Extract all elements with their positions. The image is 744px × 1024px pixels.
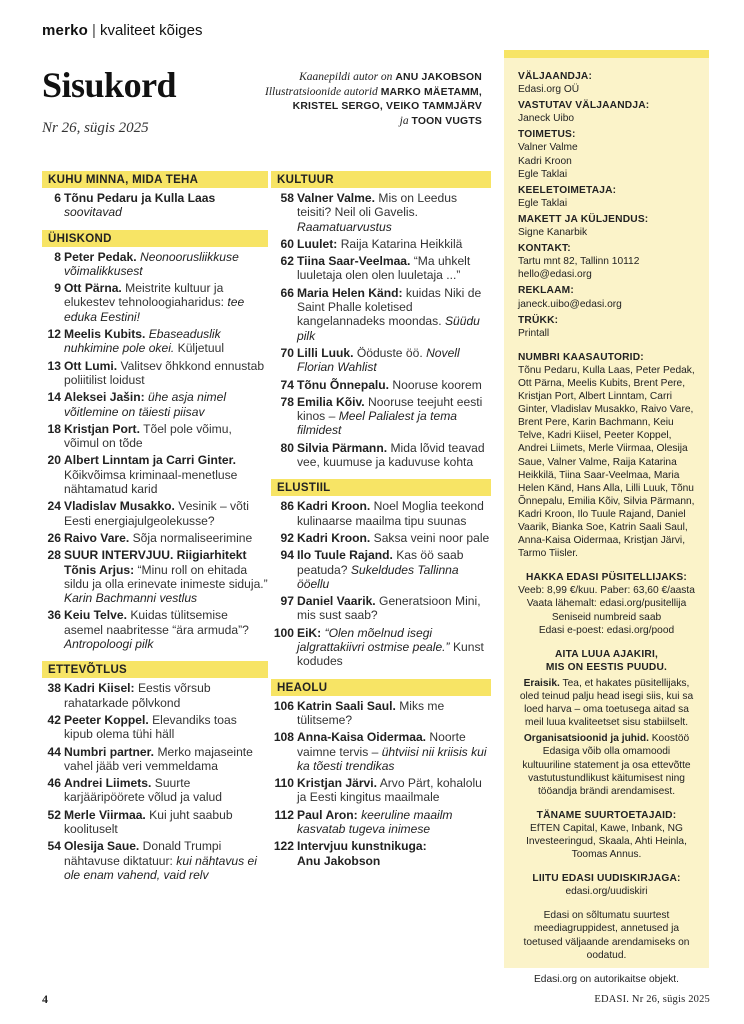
toc-entry-body bbox=[64, 776, 268, 805]
toc-title: Noorte vaimne tervis – bbox=[297, 730, 466, 759]
toc-entry-body bbox=[64, 499, 268, 528]
toc-entry bbox=[271, 699, 491, 728]
editorial-heading: TOIMETUS: bbox=[518, 129, 576, 141]
toc-entry bbox=[42, 499, 268, 528]
toc-entry bbox=[42, 745, 268, 774]
individual-label: Eraisik. bbox=[523, 677, 560, 689]
toc-page-number: 74 bbox=[280, 377, 294, 392]
toc-entry bbox=[42, 713, 268, 742]
contact-heading: KONTAKT: bbox=[518, 243, 571, 255]
toc-title: Meistrite kultuur ja elukestev tehnoloogiaharidus: bbox=[64, 281, 225, 310]
toc-author: Albert Linntam ja Carri Ginter. bbox=[64, 453, 237, 468]
toc-page-number: 38 bbox=[47, 681, 61, 696]
toc-page-number: 52 bbox=[47, 807, 61, 822]
toc-entry-body bbox=[297, 286, 491, 343]
toc-title: Saksa veini noor pale bbox=[373, 530, 490, 545]
toc-entry bbox=[42, 681, 268, 710]
toc-page-number: 8 bbox=[54, 249, 61, 264]
organisation-text: Koostöö Edasiga võib olla omamoodi kultuuriline statement ja osa ettevõtte vastutustundlikust käitumisest ning tööandja brändi arendamisest. bbox=[522, 733, 691, 797]
print-value: Printall bbox=[518, 327, 550, 339]
toc-entry bbox=[271, 839, 491, 868]
ads-heading: REKLAAM: bbox=[518, 285, 574, 297]
publisher-value: Edasi.org OÜ bbox=[518, 84, 580, 96]
toc-author: Kadri Kroon. bbox=[297, 499, 371, 514]
toc-subtitle: Neonoorusliikkuse võimalikkusest bbox=[64, 249, 239, 278]
organisation-label: Organisatsioonid ja juhid. bbox=[523, 733, 649, 745]
toc-entry bbox=[271, 286, 491, 343]
toc-entry-body bbox=[64, 808, 268, 837]
toc-title: Kõikvõimsa kriminaal-menetluse nähtamatud karid bbox=[64, 467, 238, 497]
toc-title: Kui juht saabub koolituselt bbox=[64, 807, 233, 836]
section-header: ETTEVÕTLUS bbox=[42, 661, 268, 678]
credit-name: MARKO MÄETAMM, bbox=[380, 87, 482, 98]
toc-entry bbox=[271, 254, 491, 283]
toc-title: Elevandiks toas kipub olema tühi häll bbox=[64, 712, 237, 742]
toc-author: Luulet: bbox=[297, 236, 338, 251]
toc-author: Paul Aron: bbox=[297, 807, 358, 822]
language-editor-heading: KEELETOIMETAJA: bbox=[518, 184, 617, 196]
toc-title: “Minu roll on ehitada sildu ja olla erinevate inimeste siduja.” bbox=[64, 562, 268, 591]
toc-subtitle: kui nähtavus ei ole enam vahend, vaid relv bbox=[64, 853, 257, 882]
toc-entry-body bbox=[297, 808, 491, 837]
toc-author: EiK: bbox=[297, 625, 322, 640]
toc-title: Valitsev õhkkond ennustab poliitilist loidust bbox=[64, 358, 265, 387]
toc-page-number: 14 bbox=[47, 390, 61, 405]
toc-entry-body bbox=[64, 250, 268, 279]
toc-entry-body bbox=[297, 499, 491, 528]
toc-page-number: 6 bbox=[54, 191, 61, 205]
toc-author: Tõnu Õnnepalu. bbox=[297, 377, 390, 392]
toc-author: Numbri partner. bbox=[64, 744, 155, 759]
ads-email[interactable]: janeck.uibo@edasi.org bbox=[518, 298, 622, 310]
toc-page-number: 24 bbox=[47, 499, 61, 514]
toc-entry bbox=[271, 548, 491, 591]
subscribe-link[interactable]: Vaata lähemalt: edasi.org/pusitellija bbox=[526, 598, 687, 610]
credit-text: ja bbox=[399, 115, 409, 127]
toc-page-number: 18 bbox=[47, 421, 61, 436]
toc-entry-body bbox=[297, 776, 491, 805]
toc-entry-body bbox=[297, 548, 491, 591]
toc-title: Vesinik – võti Eesti energiajulgeolekusse? bbox=[64, 499, 249, 528]
toc-author: Anu Jakobson bbox=[297, 853, 381, 868]
toc-entry bbox=[42, 453, 268, 496]
publisher-heading: VÄLJAANDJA: bbox=[518, 71, 593, 82]
toc-entry-body bbox=[64, 359, 268, 388]
toc-entry-body bbox=[64, 327, 268, 356]
section-gap bbox=[271, 672, 491, 679]
toc-author: Anna-Kaisa Oidermaa. bbox=[297, 730, 427, 745]
toc-page-number: 92 bbox=[280, 530, 294, 545]
toc-title: Küljetuul bbox=[177, 341, 225, 356]
support-heading: AITA LUUA AJAKIRI, bbox=[554, 648, 658, 660]
toc-title: “Ma uhkelt luuletaja olen olen luuletaja ...” bbox=[297, 254, 471, 283]
layout-value: Signe Kanarbik bbox=[518, 227, 588, 239]
brand-slogan: kvaliteet kõiges bbox=[99, 22, 203, 39]
editor-name: Egle Taklai bbox=[518, 168, 568, 180]
page-number: 4 bbox=[42, 992, 48, 1006]
toc-author: Ott Lumi. bbox=[64, 358, 118, 373]
toc-author: Silvia Pärmann. bbox=[297, 440, 388, 455]
shop-link[interactable]: Edasi e-poest: edasi.org/pood bbox=[538, 624, 675, 636]
toc-entry bbox=[271, 191, 491, 234]
toc-entry-body bbox=[297, 191, 491, 234]
toc-page-number: 110 bbox=[274, 776, 294, 791]
toc-page-number: 20 bbox=[47, 453, 61, 468]
section-header: ELUSTIIL bbox=[271, 479, 491, 496]
print-heading: TRÜKK: bbox=[518, 314, 559, 326]
toc-author: Andrei Liimets. bbox=[64, 776, 152, 791]
newsletter-link[interactable]: edasi.org/uudiskiri bbox=[565, 886, 648, 898]
sponsors-list: EfTEN Capital, Kawe, Inbank, NG Investeeringud, Skaala, Ahti Heinla, Toomas Annus. bbox=[526, 822, 687, 861]
toc-author: Katrin Saali Saul. bbox=[297, 698, 396, 713]
toc-subtitle: Antropoloogi pilk bbox=[64, 637, 154, 652]
newsletter-heading: LIITU EDASI UUDISKIRJAGA: bbox=[532, 873, 681, 885]
toc-subtitle: Meel Paliale​st ja tema filmidest bbox=[297, 409, 458, 438]
toc-entry bbox=[271, 531, 491, 545]
toc-title: Mida lõvid teavad vee, kuumuse ja kaduvuse kohta bbox=[297, 440, 485, 470]
toc-entry-body bbox=[297, 346, 491, 375]
toc-subtitle: Sukeldudes Tallinna ööellu bbox=[297, 562, 459, 591]
issue-label: Nr 26, sügis 2025 bbox=[42, 120, 149, 136]
toc-entry-body bbox=[64, 608, 268, 651]
toc-entry-body bbox=[297, 378, 491, 392]
toc-page-number: 70 bbox=[280, 345, 294, 360]
brand-separator: | bbox=[92, 22, 96, 39]
toc-title: Tõel pole võimu, võimul on tõde bbox=[64, 421, 232, 451]
toc-page-number: 122 bbox=[273, 839, 294, 854]
toc-entry-body bbox=[64, 281, 268, 324]
toc-author: Peeter Koppel. bbox=[64, 712, 149, 727]
sponsors-heading: TÄNAME SUURTOETAJAID: bbox=[536, 809, 677, 821]
toc-entry bbox=[271, 808, 491, 837]
toc-page-number: 13 bbox=[47, 358, 61, 373]
toc-entry bbox=[271, 626, 491, 669]
toc-entry bbox=[42, 531, 268, 545]
toc-entry bbox=[42, 839, 268, 882]
toc-title: Noel Moglia teekond kulinaarse maailma tipu suunas bbox=[297, 499, 484, 528]
toc-author: Daniel Vaarik. bbox=[297, 594, 376, 609]
toc-entry-body bbox=[297, 626, 491, 669]
section-header: KULTUUR bbox=[271, 171, 491, 188]
toc-entry bbox=[271, 378, 491, 392]
toc-author: Kristjan Järvi. bbox=[297, 776, 377, 791]
toc-page-number: 112 bbox=[274, 807, 294, 822]
individual-text: Tea, et hakates püsitellijaks, oled teinud palju head isegi siis, kui sa loed harva – oma toetusega aitad sa meil luua kvaliteetset sisu stabiilselt. bbox=[519, 677, 694, 729]
toc-entry-body bbox=[64, 839, 268, 882]
independence-note: Edasi on sõltumatu suurtest meediagruppidest, annetused ja toetused väljaande arendamiseks on oodatud. bbox=[523, 910, 690, 961]
contact-address: Tartu mnt 82, Tallinn 10112 bbox=[518, 256, 640, 268]
section-header: KUHU MINNA, MIDA TEHA bbox=[42, 171, 268, 188]
toc-entry bbox=[271, 346, 491, 375]
toc-entry-body bbox=[297, 254, 491, 283]
toc-entry bbox=[271, 441, 491, 470]
toc-title: Kunst kodudes bbox=[297, 640, 484, 669]
toc-entry-body bbox=[297, 395, 491, 438]
toc-entry bbox=[42, 191, 268, 220]
toc-page-number: 28 bbox=[47, 548, 61, 563]
section-header: HEAOLU bbox=[271, 679, 491, 696]
toc-entry bbox=[271, 730, 491, 773]
toc-title: Generatsioon Mini, mis sust saab? bbox=[297, 594, 481, 623]
toc-entry-body bbox=[64, 745, 268, 774]
toc-page-number: 62 bbox=[280, 254, 294, 269]
footer-issue: EDASI. Nr 26, sügis 2025 bbox=[594, 994, 710, 1005]
toc-author: Intervjuu kunstnikuga: bbox=[297, 839, 427, 854]
credit-name: KRISTEL SERGO, VEIKO TAMMJÄRV bbox=[292, 101, 482, 112]
toc-entry bbox=[42, 776, 268, 805]
toc-subtitle: Novell Florian Wahlist bbox=[297, 345, 460, 375]
responsible-value: Janeck Uibo bbox=[518, 113, 575, 125]
contact-email[interactable]: hello@edasi.org bbox=[518, 269, 592, 281]
toc-subtitle: Ebaseaduslik nuhkimine pole okei. bbox=[64, 327, 221, 356]
credit-name: ANU JAKOBSON bbox=[395, 72, 482, 83]
toc-entry-body bbox=[64, 191, 268, 220]
illustration-credits bbox=[242, 70, 482, 129]
toc-author: Ott Pärna. bbox=[64, 281, 122, 296]
toc-entry-body bbox=[64, 681, 268, 710]
credit-text: Illustratsioonide autorid bbox=[265, 86, 378, 98]
toc-entry-body bbox=[297, 730, 491, 773]
subscribe-heading: HAKKA EDASI PÜSITELLIJAKS: bbox=[525, 572, 688, 584]
support-heading: MIS ON EESTIS PUUDU. bbox=[545, 661, 668, 673]
toc-entry-body bbox=[297, 237, 491, 251]
section-gap bbox=[42, 223, 268, 230]
page-title: Sisukord bbox=[42, 65, 177, 105]
toc-entry-body bbox=[297, 441, 491, 470]
toc-title: Sõja normaliseerimine bbox=[132, 530, 253, 545]
responsible-heading: VASTUTAV VÄLJAANDJA: bbox=[518, 100, 650, 112]
toc-column-right bbox=[271, 171, 491, 871]
toc-page-number: 9 bbox=[54, 281, 61, 296]
toc-author: Emilia Kõiv. bbox=[297, 394, 365, 409]
credit-name: TOON VUGTS bbox=[411, 116, 482, 127]
toc-page-number: 66 bbox=[280, 285, 294, 300]
toc-page-number: 42 bbox=[47, 712, 61, 727]
toc-page-number: 108 bbox=[273, 730, 294, 745]
toc-title: Mis on Leedus teisiti? Neil oli Gavelis. bbox=[297, 191, 458, 220]
contributors-heading: NUMBRI KAASAUTORID: bbox=[518, 351, 644, 363]
toc-page-number: 36 bbox=[47, 608, 61, 623]
toc-author: Olesija Saue. bbox=[64, 839, 140, 854]
credit-text: Kaanepildi autor on bbox=[299, 71, 393, 83]
toc-entry bbox=[271, 499, 491, 528]
brand-logo: merko bbox=[42, 22, 89, 39]
toc-title: Eestis võrsub rahatarkade põlvkond bbox=[64, 681, 211, 710]
toc-entry-body bbox=[64, 390, 268, 419]
individual-support bbox=[518, 677, 695, 729]
toc-subtitle: Karin Bachmanni vestlus bbox=[64, 591, 198, 606]
toc-title: kuidas Niki de Saint Phalle koletised kangelannadeks moondas. bbox=[297, 285, 482, 329]
toc-title: Donald Trumpi nähtavuse diktatuur: bbox=[64, 839, 222, 868]
toc-author: Kadri Kroon. bbox=[297, 530, 371, 545]
toc-author: Vladislav Musakko. bbox=[64, 499, 175, 514]
toc-entry-body bbox=[297, 699, 491, 728]
toc-entry bbox=[42, 359, 268, 388]
section-gap bbox=[42, 654, 268, 661]
section-gap bbox=[271, 472, 491, 479]
toc-title: Suurte karjääripöörete võlud ja valud bbox=[64, 776, 222, 805]
toc-title: Nooruse koorem bbox=[392, 377, 482, 392]
toc-page-number: 46 bbox=[47, 776, 61, 791]
toc-entry bbox=[42, 422, 268, 451]
toc-author: Maria Helen Känd: bbox=[297, 285, 403, 300]
toc-subtitle: tee eduka Eestini! bbox=[64, 295, 245, 324]
toc-entry bbox=[42, 250, 268, 279]
toc-entry-body bbox=[297, 839, 491, 868]
toc-author: SUUR INTERVJUU. Riigiarhitekt Tõnis Arjus: bbox=[64, 548, 247, 577]
toc-subtitle: “Olen mõelnud isegi jalgrattakiivri ostmise peale.” bbox=[297, 625, 450, 655]
toc-title: Raija Katarina Heikkilä bbox=[340, 236, 463, 251]
sidebar-accent-band bbox=[504, 50, 709, 58]
toc-subtitle: ühe asja nimel võitlemine on täiesti piisav bbox=[64, 390, 227, 419]
subscribe-price: Veeb: 8,99 €/kuu. Paber: 63,60 €/aasta bbox=[518, 585, 695, 597]
toc-entry bbox=[42, 808, 268, 837]
toc-author: Valner Valme. bbox=[297, 191, 375, 205]
section-header: ÜHISKOND bbox=[42, 230, 268, 247]
toc-entry bbox=[42, 281, 268, 324]
toc-subtitle: soovitavad bbox=[64, 205, 122, 220]
toc-page-number: 106 bbox=[273, 698, 294, 713]
toc-subtitle: keeruline maailm kasvatab tugeva inimese bbox=[297, 807, 453, 836]
toc-author: Tiina Saar-Veelmaa. bbox=[297, 254, 411, 269]
toc-author: Peter Pedak. bbox=[64, 249, 137, 264]
toc-page-number: 58 bbox=[280, 191, 294, 205]
masthead-sidebar bbox=[504, 50, 709, 985]
toc-page-number: 54 bbox=[47, 839, 61, 854]
toc-entry-body bbox=[297, 531, 491, 545]
toc-entry bbox=[271, 237, 491, 251]
brand-bar bbox=[42, 22, 203, 39]
toc-title: Kuidas tülitsemise asemel naabritesse “ära armuda”? bbox=[64, 608, 249, 637]
toc-author: Tõnu Pedaru ja Kulla Laas bbox=[64, 191, 216, 205]
toc-entry bbox=[271, 594, 491, 623]
toc-author: Merle Viirmaa. bbox=[64, 807, 146, 822]
toc-author: Aleksei Jašin: bbox=[64, 390, 145, 405]
copyright-note: Edasi.org on autorikaitse objekt. bbox=[534, 973, 679, 985]
toc-author: Raivo Vare. bbox=[64, 530, 130, 545]
toc-page-number: 100 bbox=[273, 625, 294, 640]
toc-subtitle: Raamatuarvustus bbox=[297, 219, 392, 234]
editor-name: Valner Valme bbox=[518, 142, 578, 154]
toc-title: Miks me tülitseme? bbox=[297, 698, 445, 727]
toc-entry-body bbox=[297, 594, 491, 623]
toc-title: Arvo Pärt, kohalolu ja Eesti kingitus maailmale bbox=[297, 776, 482, 805]
toc-entry bbox=[271, 395, 491, 438]
toc-page-number: 94 bbox=[280, 548, 294, 563]
toc-entry-body bbox=[64, 422, 268, 451]
toc-entry-body bbox=[64, 453, 268, 496]
toc-page-number: 78 bbox=[280, 394, 294, 409]
toc-title: Kas öö saab peatuda? bbox=[297, 548, 464, 577]
contributors-list: Tõnu Pedaru, Kulla Laas, Peter Pedak, Ott Pärna, Meelis Kubits, Brent Pere, Kristjan Port, Albert Linntam, Carri Ginter, Vladislav Musakko, Raivo Vare, Brent Pere, Karin Bachmann, Keiu Telve, Kadri Kiisel, Peeter Koppel, Andrei Liimets, Merle Viirmaa, Olesija Saue, Valner Valme, Raija Katarina Heikkilä, Tiina Saar-Veelmaa, Maria Helen Känd, Hans Alla, Lilli Luuk, Tõnu Õnnepalu, Emilia Kõiv, Silvia Pärmann, Kadri Kroon, Ilo Tuule Rajand, Daniel Vaarik, Bianka Soe, Katrin Saali Saul, Anna-Kaisa Oidermaa, Kristjan Järvi, Tarmo Tiisler. bbox=[518, 364, 695, 560]
toc-subtitle: ühtviisi nii kriisis kui ka tõesti trendikas bbox=[297, 744, 487, 773]
toc-column-left bbox=[42, 171, 268, 885]
toc-entry-body bbox=[64, 531, 268, 545]
toc-entry bbox=[271, 776, 491, 805]
toc-author: Keiu Telve. bbox=[64, 608, 127, 623]
toc-page-number: 97 bbox=[280, 594, 294, 609]
toc-entry-body bbox=[64, 548, 268, 605]
layout-heading: MAKETT JA KÜLJENDUS: bbox=[518, 213, 649, 225]
organisation-support bbox=[518, 732, 695, 797]
toc-page-number: 60 bbox=[280, 236, 294, 251]
toc-entry-body bbox=[64, 713, 268, 742]
toc-subtitle: Süüdu pilk bbox=[297, 314, 480, 343]
toc-author: Kristjan Port. bbox=[64, 421, 140, 436]
language-editor-value: Egle Taklai bbox=[518, 197, 568, 209]
toc-entry bbox=[42, 608, 268, 651]
toc-page-number: 80 bbox=[280, 440, 294, 455]
toc-entry bbox=[42, 390, 268, 419]
toc-page-number: 44 bbox=[47, 744, 61, 759]
toc-author: Meelis Kubits. bbox=[64, 327, 146, 342]
toc-page-number: 26 bbox=[47, 530, 61, 545]
toc-author: Kadri Kiisel: bbox=[64, 681, 135, 696]
toc-title: Merko majaseinte vahel jääb veri vemmeldama bbox=[64, 744, 253, 773]
toc-title: Nooruse teejuht eesti kinos – bbox=[297, 394, 483, 424]
toc-page-number: 86 bbox=[280, 499, 294, 514]
toc-entry bbox=[42, 548, 268, 605]
toc-entry bbox=[42, 327, 268, 356]
editor-name: Kadri Kroon bbox=[518, 155, 572, 167]
toc-author: Lilli Luuk. bbox=[297, 345, 354, 360]
subscribe-text: Seniseid numbreid saab bbox=[551, 611, 662, 623]
toc-title: Ööduste öö. bbox=[356, 345, 423, 360]
toc-author: Ilo Tuule Rajand. bbox=[297, 548, 393, 563]
toc-page-number: 12 bbox=[47, 327, 61, 342]
